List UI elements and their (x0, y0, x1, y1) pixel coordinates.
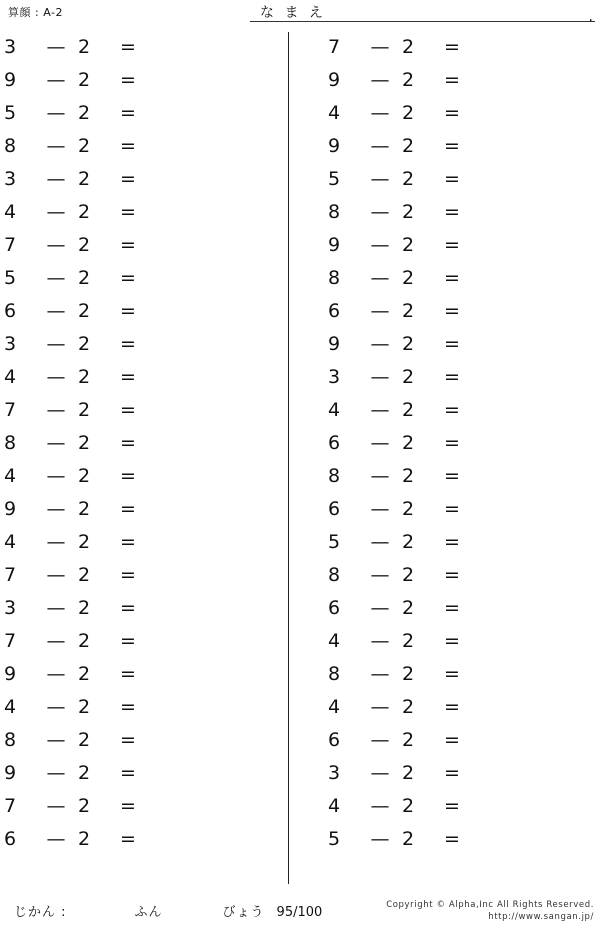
operator-minus: — (46, 464, 66, 487)
operator-minus: — (46, 662, 66, 685)
operand-a: 5 (4, 266, 17, 289)
equals-sign: = (444, 530, 460, 553)
problem-row (0, 228, 288, 261)
operand-a: 6 (4, 299, 17, 322)
operand-b: 2 (78, 728, 91, 751)
operand-a: 4 (328, 794, 341, 817)
name-field-block (250, 0, 595, 26)
operator-minus: — (46, 365, 66, 388)
operator-minus: — (46, 728, 66, 751)
operator-minus: — (370, 464, 390, 487)
operator-minus: — (46, 35, 66, 58)
operand-b: 2 (78, 398, 91, 421)
equals-sign: = (444, 134, 460, 157)
equals-sign: = (444, 299, 460, 322)
equals-sign: = (444, 761, 460, 784)
equals-sign: = (120, 68, 136, 91)
operand-a: 4 (4, 530, 17, 553)
problem-row (0, 624, 288, 657)
problem-row (0, 591, 288, 624)
operand-b: 2 (78, 464, 91, 487)
equals-sign: = (444, 266, 460, 289)
problem-row (0, 789, 288, 822)
equals-sign: = (120, 497, 136, 520)
operand-b: 2 (402, 233, 415, 256)
problem-row (0, 690, 288, 723)
equals-sign: = (444, 827, 460, 850)
operand-b: 2 (402, 167, 415, 190)
operand-a: 5 (328, 827, 341, 850)
operator-minus: — (46, 233, 66, 256)
problem-row (0, 558, 288, 591)
operand-b: 2 (78, 761, 91, 784)
operand-b: 2 (402, 695, 415, 718)
operator-minus: — (370, 398, 390, 421)
operand-b: 2 (78, 596, 91, 619)
operand-b: 2 (402, 662, 415, 685)
seconds-unit-label: びょう (222, 905, 265, 920)
operand-a: 8 (328, 563, 341, 586)
equals-sign: = (120, 728, 136, 751)
problem-row (290, 129, 578, 162)
operand-a: 3 (4, 332, 17, 355)
equals-sign: = (120, 299, 136, 322)
operand-a: 6 (4, 827, 17, 850)
problem-row (0, 63, 288, 96)
operand-a: 6 (328, 299, 341, 322)
problem-row (0, 657, 288, 690)
operand-b: 2 (402, 629, 415, 652)
problem-row (290, 63, 578, 96)
equals-sign: = (120, 464, 136, 487)
column-divider (288, 32, 289, 884)
operand-b: 2 (402, 563, 415, 586)
operand-a: 9 (4, 761, 17, 784)
score-value: 95/100 (276, 905, 323, 920)
name-write-line[interactable] (250, 21, 595, 22)
equals-sign: = (444, 35, 460, 58)
operator-minus: — (46, 299, 66, 322)
operand-a: 6 (328, 596, 341, 619)
operator-minus: — (46, 695, 66, 718)
problem-row (290, 96, 578, 129)
operand-b: 2 (78, 629, 91, 652)
operand-a: 9 (4, 662, 17, 685)
equals-sign: = (444, 431, 460, 454)
operand-b: 2 (402, 761, 415, 784)
equals-sign: = (444, 167, 460, 190)
operand-b: 2 (78, 200, 91, 223)
equals-sign: = (444, 332, 460, 355)
worksheet-header (0, 0, 600, 28)
operand-a: 7 (4, 629, 17, 652)
operator-minus: — (370, 68, 390, 91)
operator-minus: — (370, 761, 390, 784)
operator-minus: — (370, 827, 390, 850)
operator-minus: — (370, 431, 390, 454)
problem-row (290, 360, 578, 393)
equals-sign: = (120, 266, 136, 289)
problem-row (290, 30, 578, 63)
name-end-dot: . (588, 9, 593, 25)
operand-b: 2 (402, 596, 415, 619)
equals-sign: = (120, 365, 136, 388)
equals-sign: = (444, 398, 460, 421)
operand-b: 2 (402, 134, 415, 157)
problem-row (0, 96, 288, 129)
operand-a: 4 (328, 398, 341, 421)
operand-b: 2 (78, 68, 91, 91)
operand-a: 4 (4, 200, 17, 223)
operator-minus: — (46, 101, 66, 124)
operand-b: 2 (402, 365, 415, 388)
problem-row (290, 228, 578, 261)
operator-minus: — (46, 332, 66, 355)
operand-a: 8 (328, 662, 341, 685)
operand-a: 6 (328, 497, 341, 520)
operand-a: 8 (328, 266, 341, 289)
problem-row (290, 426, 578, 459)
operator-minus: — (46, 629, 66, 652)
equals-sign: = (444, 101, 460, 124)
problem-row (0, 492, 288, 525)
operator-minus: — (370, 134, 390, 157)
problem-row (290, 492, 578, 525)
equals-sign: = (120, 629, 136, 652)
operand-b: 2 (78, 35, 91, 58)
operand-b: 2 (78, 497, 91, 520)
equals-sign: = (120, 827, 136, 850)
problem-row (0, 756, 288, 789)
operator-minus: — (370, 299, 390, 322)
operator-minus: — (370, 728, 390, 751)
operand-a: 9 (328, 68, 341, 91)
operator-minus: — (370, 266, 390, 289)
time-label: じかん : (14, 905, 67, 920)
operand-a: 9 (4, 68, 17, 91)
equals-sign: = (444, 629, 460, 652)
problem-row (290, 327, 578, 360)
problem-row (290, 756, 578, 789)
operand-a: 6 (328, 728, 341, 751)
operator-minus: — (370, 167, 390, 190)
operator-minus: — (370, 365, 390, 388)
name-label: な ま え (260, 5, 326, 21)
operand-b: 2 (402, 200, 415, 223)
operand-b: 2 (402, 827, 415, 850)
operand-a: 9 (328, 332, 341, 355)
equals-sign: = (120, 134, 136, 157)
equals-sign: = (120, 695, 136, 718)
operand-b: 2 (78, 233, 91, 256)
operand-b: 2 (402, 35, 415, 58)
operator-minus: — (46, 761, 66, 784)
equals-sign: = (444, 497, 460, 520)
equals-sign: = (444, 728, 460, 751)
problem-row (0, 360, 288, 393)
operand-b: 2 (402, 464, 415, 487)
equals-sign: = (444, 365, 460, 388)
operand-b: 2 (402, 332, 415, 355)
equals-sign: = (120, 233, 136, 256)
operand-b: 2 (78, 695, 91, 718)
operand-a: 4 (4, 365, 17, 388)
problem-row (0, 261, 288, 294)
operator-minus: — (370, 497, 390, 520)
equals-sign: = (444, 662, 460, 685)
worksheet-footer (0, 886, 600, 930)
operand-a: 8 (328, 200, 341, 223)
operator-minus: — (370, 332, 390, 355)
operator-minus: — (46, 431, 66, 454)
operand-a: 8 (4, 431, 17, 454)
operand-a: 4 (328, 629, 341, 652)
operand-a: 5 (328, 530, 341, 553)
problem-row (290, 195, 578, 228)
problem-row (0, 822, 288, 855)
problem-row (0, 129, 288, 162)
equals-sign: = (120, 563, 136, 586)
problem-row (290, 624, 578, 657)
operand-b: 2 (78, 101, 91, 124)
operator-minus: — (46, 827, 66, 850)
problem-row (0, 459, 288, 492)
operator-minus: — (46, 167, 66, 190)
operand-a: 7 (4, 233, 17, 256)
equals-sign: = (120, 35, 136, 58)
equals-sign: = (120, 431, 136, 454)
problem-row (0, 195, 288, 228)
operand-a: 8 (328, 464, 341, 487)
problem-row (0, 393, 288, 426)
operand-b: 2 (402, 431, 415, 454)
operand-a: 4 (4, 464, 17, 487)
problem-row (0, 327, 288, 360)
problem-row (0, 723, 288, 756)
time-record-line (14, 901, 322, 920)
problem-row (290, 393, 578, 426)
worksheet-id: 算顔 : A-2 (8, 6, 63, 19)
problem-row (290, 459, 578, 492)
operator-minus: — (46, 530, 66, 553)
equals-sign: = (444, 794, 460, 817)
operand-a: 8 (4, 134, 17, 157)
problem-row (290, 294, 578, 327)
operator-minus: — (370, 794, 390, 817)
operand-b: 2 (78, 530, 91, 553)
equals-sign: = (120, 596, 136, 619)
equals-sign: = (444, 596, 460, 619)
problem-row (0, 525, 288, 558)
operator-minus: — (370, 233, 390, 256)
operand-b: 2 (78, 827, 91, 850)
operator-minus: — (46, 200, 66, 223)
operand-b: 2 (78, 167, 91, 190)
problem-row (290, 657, 578, 690)
operand-b: 2 (402, 794, 415, 817)
operator-minus: — (370, 695, 390, 718)
operator-minus: — (46, 68, 66, 91)
operand-a: 7 (4, 563, 17, 586)
operand-a: 7 (4, 398, 17, 421)
operand-b: 2 (78, 266, 91, 289)
operand-b: 2 (402, 101, 415, 124)
equals-sign: = (120, 662, 136, 685)
operand-a: 7 (4, 794, 17, 817)
operand-b: 2 (402, 728, 415, 751)
equals-sign: = (120, 200, 136, 223)
operator-minus: — (370, 530, 390, 553)
operand-a: 3 (4, 167, 17, 190)
operand-a: 3 (4, 596, 17, 619)
operand-a: 5 (4, 101, 17, 124)
operator-minus: — (46, 134, 66, 157)
equals-sign: = (444, 233, 460, 256)
problem-row (290, 591, 578, 624)
operator-minus: — (46, 596, 66, 619)
operator-minus: — (46, 266, 66, 289)
operand-b: 2 (402, 398, 415, 421)
operator-minus: — (370, 596, 390, 619)
operator-minus: — (370, 662, 390, 685)
equals-sign: = (444, 563, 460, 586)
operand-a: 5 (328, 167, 341, 190)
equals-sign: = (120, 101, 136, 124)
operator-minus: — (46, 398, 66, 421)
operand-a: 9 (4, 497, 17, 520)
site-url[interactable]: http://www.sangan.jp/ (488, 912, 594, 922)
operator-minus: — (370, 101, 390, 124)
problem-row (290, 789, 578, 822)
problem-column-right (290, 30, 578, 888)
operand-a: 8 (4, 728, 17, 751)
operand-a: 6 (328, 431, 341, 454)
problem-row (290, 558, 578, 591)
problem-row (290, 261, 578, 294)
problem-row (0, 426, 288, 459)
operator-minus: — (370, 200, 390, 223)
minutes-unit-label: ふん (134, 905, 163, 920)
problem-row (0, 162, 288, 195)
equals-sign: = (444, 695, 460, 718)
problem-row (290, 822, 578, 855)
operand-b: 2 (402, 530, 415, 553)
equals-sign: = (444, 68, 460, 91)
operand-b: 2 (78, 299, 91, 322)
equals-sign: = (444, 200, 460, 223)
equals-sign: = (120, 332, 136, 355)
operator-minus: — (370, 35, 390, 58)
operand-b: 2 (78, 794, 91, 817)
problem-row (0, 294, 288, 327)
operand-a: 9 (328, 233, 341, 256)
operand-a: 3 (328, 761, 341, 784)
problem-row (290, 723, 578, 756)
problem-row (0, 30, 288, 63)
operand-b: 2 (402, 497, 415, 520)
operand-a: 7 (328, 35, 341, 58)
operand-b: 2 (402, 299, 415, 322)
operand-a: 3 (4, 35, 17, 58)
copyright-text: Copyright © Alpha,Inc All Rights Reserved. (386, 900, 594, 910)
operand-a: 3 (328, 365, 341, 388)
problem-row (290, 525, 578, 558)
equals-sign: = (120, 530, 136, 553)
problem-column-left (0, 30, 288, 888)
problem-row (290, 162, 578, 195)
operand-b: 2 (402, 68, 415, 91)
operator-minus: — (46, 497, 66, 520)
operator-minus: — (370, 563, 390, 586)
equals-sign: = (120, 398, 136, 421)
equals-sign: = (120, 761, 136, 784)
equals-sign: = (120, 167, 136, 190)
operand-b: 2 (402, 266, 415, 289)
equals-sign: = (120, 794, 136, 817)
equals-sign: = (444, 464, 460, 487)
operator-minus: — (46, 563, 66, 586)
operand-a: 4 (328, 101, 341, 124)
problem-columns (0, 30, 600, 888)
operand-a: 4 (328, 695, 341, 718)
operand-b: 2 (78, 662, 91, 685)
operator-minus: — (370, 629, 390, 652)
operand-a: 9 (328, 134, 341, 157)
operator-minus: — (46, 794, 66, 817)
problem-row (290, 690, 578, 723)
operand-a: 4 (4, 695, 17, 718)
operand-b: 2 (78, 134, 91, 157)
operand-b: 2 (78, 431, 91, 454)
operand-b: 2 (78, 365, 91, 388)
operand-b: 2 (78, 563, 91, 586)
operand-b: 2 (78, 332, 91, 355)
